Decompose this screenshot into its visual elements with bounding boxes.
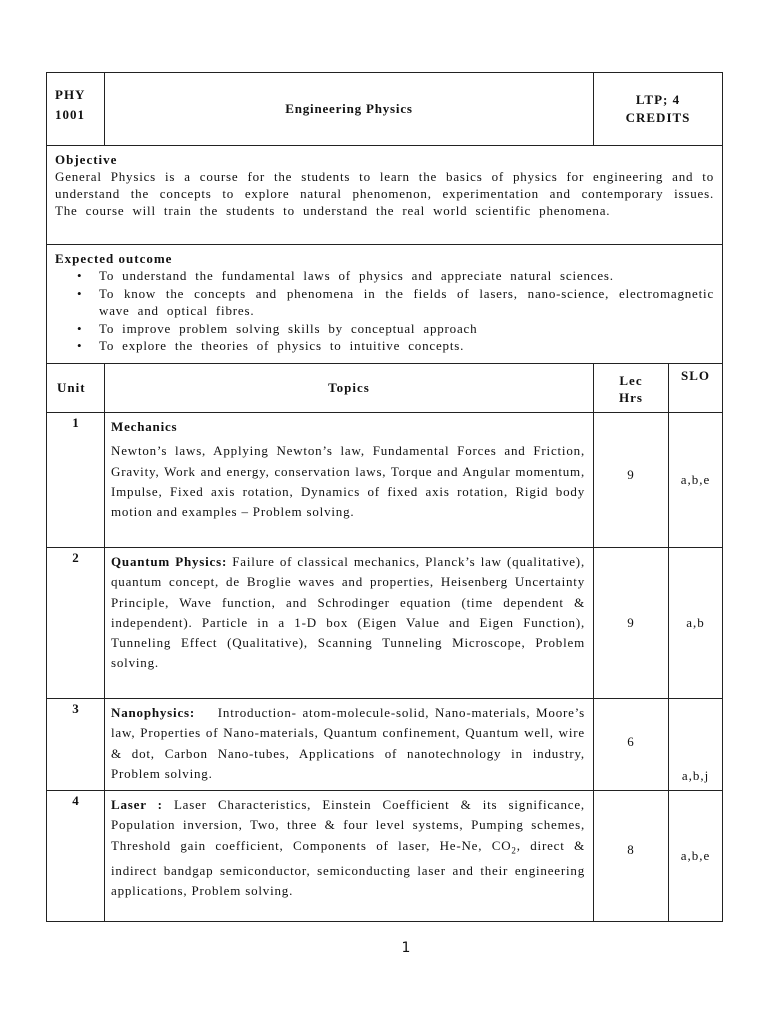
course-header-row — [47, 73, 723, 146]
unit-text: Newton’s laws, Applying Newton’s law, Fundamental Forces and Friction, Gravity, Work and energy, conservation laws, Torque and Angular momentum, Impulse, Fixed axis rotation, Dynamics of fixed axis rotation, Rigid body motion and examples – Problem solving. — [111, 443, 585, 520]
unit-topics — [105, 413, 594, 548]
unit-number: 4 — [47, 791, 105, 922]
objective-block — [47, 146, 722, 225]
table-row — [47, 413, 723, 548]
unit-slo: a,b,e — [669, 791, 723, 922]
objective-row — [47, 146, 723, 245]
unit-slo: a,b,j — [669, 699, 723, 791]
bullet-icon: • — [77, 285, 83, 301]
subscript: 2 — [511, 845, 517, 856]
unit-text: Introduction- atom-molecule-solid, Nano-materials, Moore’s law, Properties of Nano-materials, Quantum confinement, Quantum well, wire & dot, Carbon Nano-tubes, Applications of nanotechnology in industry, Problem solving. — [111, 705, 585, 781]
unit-topics — [105, 791, 594, 922]
outcome-item: • To explore the theories of physics to intuitive concepts. — [77, 338, 465, 353]
syllabus-table — [46, 72, 723, 922]
outcome-row — [47, 245, 723, 364]
page-number: 1 — [401, 940, 411, 956]
credits-ltp: LTP; 4 — [635, 92, 681, 107]
unit-heading: Laser : — [111, 797, 163, 813]
unit-text: Laser Characteristics, Einstein Coefficient & its significance, Population inversion, Two, three & four level systems, Pumping schemes, Threshold gain coefficient, Components of laser, He-Ne, CO — [111, 797, 585, 853]
column-unit: Unit — [47, 364, 105, 413]
course-credits — [594, 73, 723, 146]
unit-text-continued: , direct & indirect bandgap semiconductor, semiconducting laser and their engineering applications, Problem solving. — [111, 837, 585, 898]
unit-lec-hrs: 8 — [594, 791, 669, 922]
outcome-item: • To improve problem solving skills by conceptual approach — [77, 320, 478, 336]
objective-heading: Objective — [55, 152, 118, 167]
course-code-prefix: PHY — [55, 87, 86, 102]
table-row — [47, 791, 723, 922]
course-code — [47, 73, 105, 146]
unit-lec-hrs: 6 — [594, 699, 669, 791]
column-slo: SLO — [669, 364, 723, 413]
unit-number: 1 — [47, 413, 105, 548]
bullet-icon: • — [77, 320, 83, 336]
column-topics: Topics — [105, 364, 594, 413]
objective-text: General Physics is a course for the students to learn the basics of physics for engineering and to understand the concepts to explore natural phenomenon, experimentation and contemporary issues. The course will train the students to understand the real world scientific phenomena. — [55, 169, 715, 218]
bullet-icon: • — [77, 268, 83, 283]
syllabus-frame — [46, 72, 722, 922]
outcome-item: • To know the concepts and phenomena in the fields of lasers, nano-science, electromagnetic wave and optical fibres. — [77, 285, 715, 318]
column-lec-hrs: Lec Hrs — [594, 364, 669, 413]
bullet-icon: • — [77, 338, 83, 353]
unit-topics — [105, 548, 594, 699]
unit-heading: Nanophysics: — [111, 705, 196, 720]
outcome-heading: Expected outcome — [55, 251, 173, 266]
outcome-block — [47, 245, 722, 361]
unit-slo: a,b,e — [669, 413, 723, 548]
outcome-item: • To understand the fundamental laws of physics and appreciate natural sciences. — [77, 268, 614, 283]
course-code-number: 1001 — [55, 107, 85, 122]
course-title: Engineering Physics — [105, 73, 594, 146]
unit-slo: a,b — [669, 548, 723, 699]
table-row — [47, 548, 723, 699]
credits-label: CREDITS — [625, 110, 691, 125]
table-row — [47, 699, 723, 791]
outcome-list — [55, 267, 714, 355]
unit-text: Failure of classical mechanics, Planck’s law (qualitative), quantum concept, de Broglie waves and properties, Heisenberg Uncertainty Principle, Wave function, and Schrodinger equation (time dependent & independent). Particle in a 1-D box (Eigen Value and Eigen Function), Tunneling Effect (Qualitative), Scanning Tunneling Microscope, Problem solving. — [111, 554, 585, 671]
unit-heading: Quantum Physics: — [111, 554, 228, 569]
unit-number: 2 — [47, 548, 105, 699]
unit-lec-hrs: 9 — [594, 413, 669, 548]
unit-lec-hrs: 9 — [594, 548, 669, 699]
column-header-row — [47, 364, 723, 413]
unit-heading: Mechanics — [111, 419, 178, 434]
unit-number: 3 — [47, 699, 105, 791]
unit-topics — [105, 699, 594, 791]
